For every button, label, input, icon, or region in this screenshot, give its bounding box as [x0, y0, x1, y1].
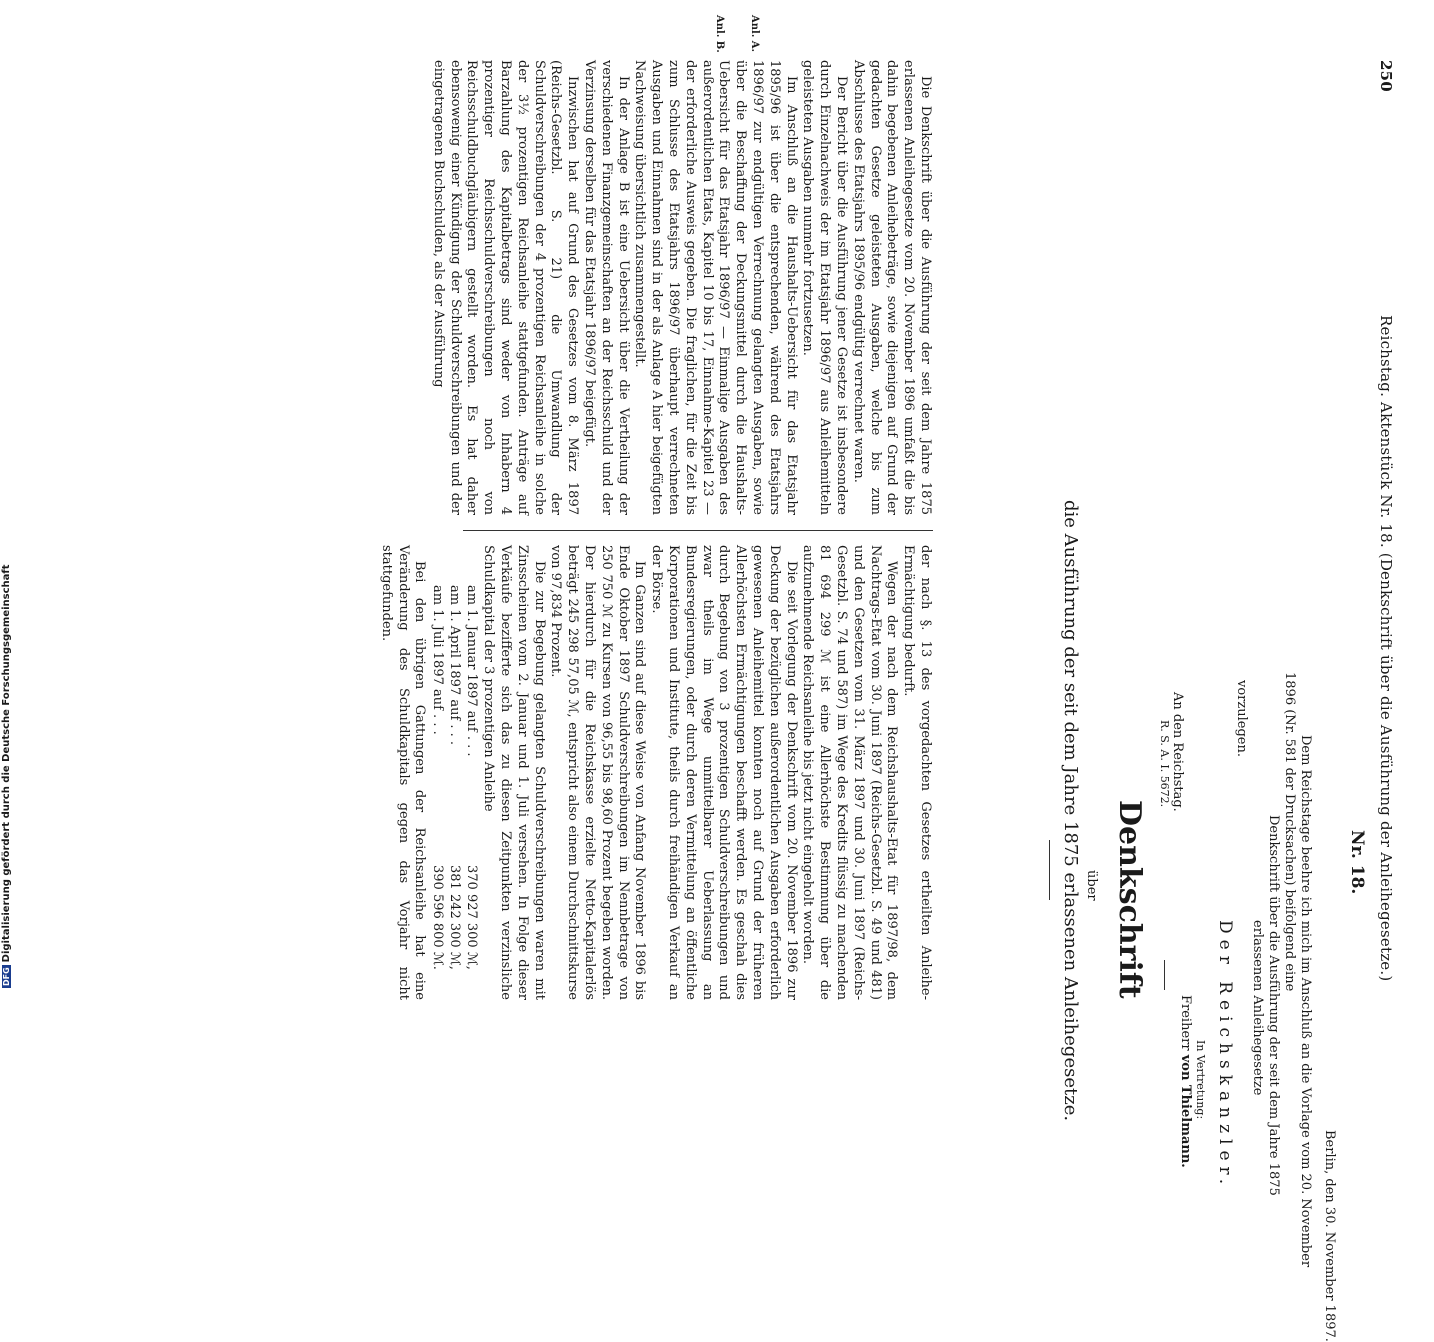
right-paragraph-2: Wegen der nach dem Reichshaushalts-Etat für 1897/98, dem Nachtrags-Etat vom 30. Juni 1897 (Reichs-Gesetzbl. S. 49 und 481) und den Gesetzen vom 31. März 1897 und 30. Juni 1897 (Reichs-Gesetzbl. S. 74 und 587) im Wege des Kredits flüssig zu machenden 81 694 299 ℳ ist eine Allerhöchste Bestimmung über die aufzunehmende Reichsanleihe bis jetzt nicht eingeholt worden. [800, 545, 900, 1000]
amount-value-1: 370 927 300 ℳ, [464, 865, 480, 970]
left-paragraph-3: Im Anschluß an die Haushalts-Uebersicht für das Etatsjahr 1895/96 ist über die entsprechenden, während des Etatsjahrs 1896/97 zur endgültigen Verrechnung gelangten Ausgaben, sowie über die Beschaffung der Deckungsmittel durch die Haushalts-Uebersicht für das Etatsjahr 1896/97 — Einmalige Ausgaben des außerordentlichen Etats, Kapitel 10 bis 17, Einnahme-Kapitel 23 — der erforderliche Ausweis gegeben. Die fraglichen, für die Zeit bis zum Schlusse des Etatsjahrs 1896/97 überhaupt verrechneten Ausgaben und Einnahmen sind in der als Anlage A hier beigefügten Nachweisung übersichtlich zusammengestellt. [632, 60, 799, 515]
amount-label-2: am 1. April 1897 auf . . . [447, 585, 463, 746]
right-paragraph-3: Die seit Vorlegung der Denkschrift vom 20. November 1896 zur Deckung der bezüglichen außerordentlichen Ausgaben erforderlich gewesenen Anleihemittel konnten noch auf Grund der früheren Allerhöchsten Ermächtigungen beschafft werden. Es geschah dies durch Begebung von 3 prozentigen Schuldverschreibungen und zwar theils im Wege unmittelbarer Ueberlassung an Bundesregierungen, oder durch deren Vermittelung an öffentliche Korporationen und Institute, theils durch freihändigen Verkauf an der Börse. [649, 545, 799, 1000]
digitization-credit [1, 564, 12, 988]
right-paragraph-5: Die zur Begebung gelangten Schuldverschreibungen waren mit Zinsscheinen vom 2. Januar und 1. Juli versehen. In Folge dieser Verkäufe bezifferte sich das zu diesen Zeitpunkten verzinsliche Schuldkapital der 3 prozentigen Anleihe [481, 545, 547, 1000]
column-divider [463, 530, 933, 531]
amount-label-3: am 1. Juli 1897 auf . . . [430, 585, 446, 735]
signer-office [1215, 920, 1235, 1190]
intro-line-4: erlassenen Anleihegesetze [1250, 920, 1265, 1096]
page-number: 250 [1377, 60, 1395, 92]
document-number: Nr. 18. [1347, 830, 1367, 895]
amount-value-2: 381 242 300 ℳ, [447, 865, 463, 970]
right-column [377, 545, 933, 1000]
signer-name-line [1178, 995, 1193, 1168]
left-paragraph-1: Die Denkschrift über die Ausführung der seit dem Jahre 1875 erlassenen Anleihegesetze vom 20. November 1896 umfaßt die bis dahin begebenen Anleihebeträge, sowie diejenigen auf Grund der gedachten Gesetze geleisteten Ausgaben, welche bis zum Abschlusse des Etatsjahrs 1895/96 endgültig verrechnet waren. [850, 60, 933, 515]
amount-label-1: am 1. Januar 1897 auf . . . [464, 585, 480, 757]
signer-name-prefix: Freiherr [1178, 995, 1193, 1051]
intro-line-3: Denkschrift über die Ausführung der seit dem Jahre 1875 [1266, 815, 1281, 1196]
left-paragraph-2: Der Bericht über die Ausführung jener Gesetze ist insbesondere durch Einzelnachweis der im Etatsjahr 1896/97 aus Anleihemitteln geleisteten Ausgaben nunmehr fortzusetzen. [800, 60, 850, 515]
signer-office-text: Der Reichskanzler. [1215, 920, 1235, 1191]
right-paragraph-4: Im Ganzen sind auf diese Weise von Anfang November 1896 bis Ende Oktober 1897 Schuldverschreibungen im Nennbetrage von 250 750 ℳ zu Kursen von 96,55 bis 98,60 Prozent begeben worden. Der hierdurch für die Reichskasse erzielte Netto-Kapitalerlös beträgt 245 298 57,05 ℳ, entspricht also einem Durchschnittskurse von 97,834 Prozent. [548, 545, 648, 1000]
right-paragraph-6: Bei den übrigen Gattungen der Reichsanleihe hat eine Veränderung des Schuldkapitals gegen das Vorjahr nicht stattgefunden. [378, 545, 428, 1000]
left-paragraph-5: Inzwischen hat auf Grund des Gesetzes vom 8. März 1897 (Reichs-Gesetzbl. S. 21) die Umwandlung der Schuldverschreibungen der 4 prozentigen Reichsanleihe in solche der 3½ prozentigen Reichsanleihe stattgefunden. Anträge auf Barzahlung des Kapitalbetrags sind weder von Inhabern 4 prozentiger Reichsschuldverschreibungen noch von Reichsschuldbuchgläubigern gestellt worden. Es hat daher ebensowenig einer Kündigung der Schuldverschreibungen und der eingetragenen Buchschulden, als der Ausführung [430, 60, 581, 515]
divider-title [1049, 840, 1050, 900]
running-title: Reichstag. Aktenstück Nr. 18. (Denkschrift über die Ausführung der Anleihegesetze.) [1377, 315, 1395, 982]
margin-note-anlage-b: Anl. B. [714, 15, 725, 53]
document-subtitle: die Ausführung der seit dem Jahre 1875 erlassenen Anleihegesetze. [1060, 500, 1081, 1122]
digitization-credit-text: Digitalisierung gefördert durch die Deutsche Forschungsgemeinschaft [1, 564, 12, 963]
signer-deputy: In Vertretung: [1194, 1040, 1207, 1120]
left-column [429, 60, 933, 515]
right-paragraph-1: der nach §. 13 des vorgedachten Gesetzes ertheilten Anleihe-Ermächtigung bedurft. [901, 545, 933, 1000]
dateline: Berlin, den 30. November 1897. [1322, 1130, 1337, 1342]
rotated-page [15, 15, 1395, 1342]
addressee: An den Reichstag. [1170, 692, 1185, 812]
document-title: Denkschrift [1112, 800, 1147, 999]
title-over: über [1084, 870, 1099, 901]
margin-note-anlage-a: Anl. A. [749, 15, 760, 53]
left-paragraph-4: In der Anlage B ist eine Uebersicht über die Vertheilung der verschiedenen Finanzgemeinschaften an der Reichsschuld und der Verzinsung derselben für das Etatsjahr 1896/97 beigefügt. [582, 60, 631, 515]
amounts-list [427, 545, 479, 1000]
amount-value-3: 390 596 800 ℳ. [430, 865, 446, 970]
signer-name: von Thielmann. [1178, 1054, 1193, 1168]
intro-line-5: vorzulegen. [1234, 680, 1249, 757]
intro-line-1: Dem Reichstage beehre ich mich im Anschluß an die Vorlage vom 20. November [1298, 735, 1313, 1268]
divider-short [1164, 960, 1165, 990]
dfg-logo: DFG [1, 967, 11, 986]
intro-line-2: 1896 (Nr. 581 der Drucksachen) beifolgend eine [1282, 672, 1297, 992]
reference-number: R. S. A. I. 5672. [1158, 720, 1171, 808]
